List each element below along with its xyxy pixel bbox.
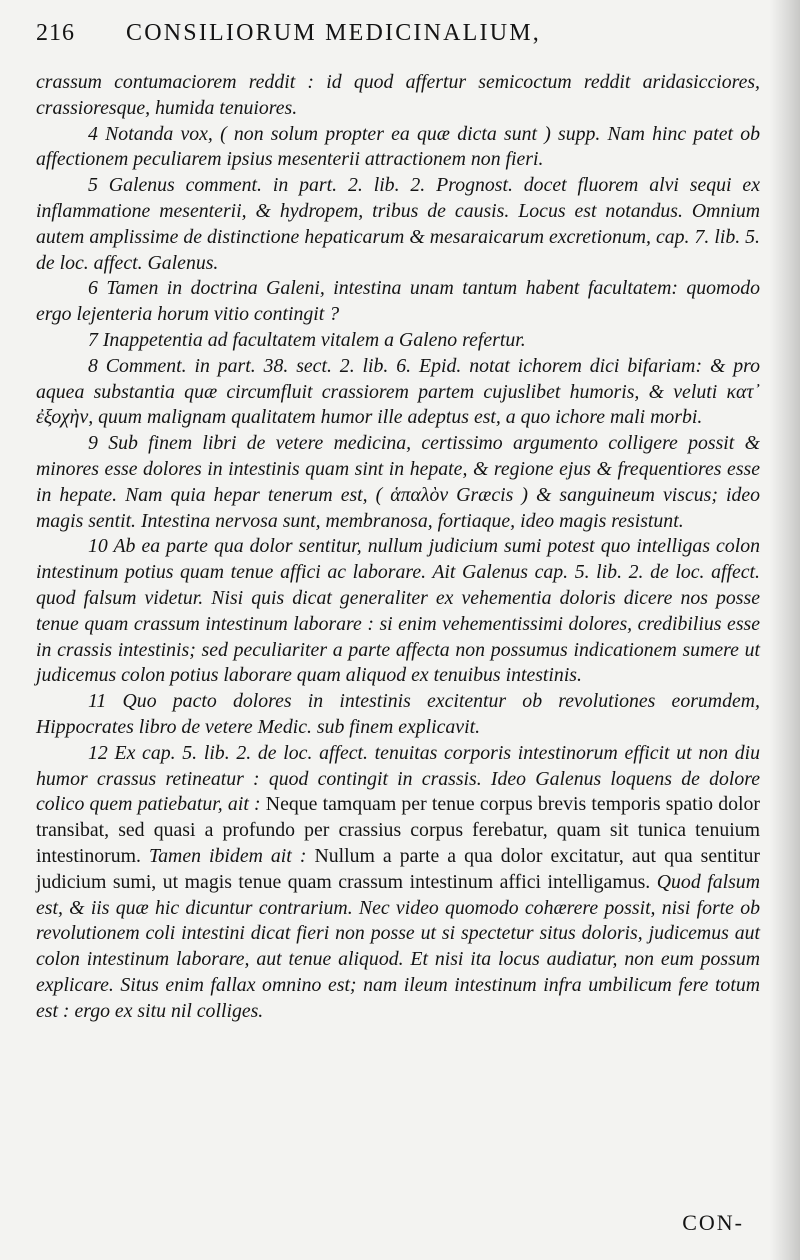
note-paragraph <box>36 354 760 431</box>
running-title: CONSILIORUM MEDICINALIUM, <box>126 20 541 46</box>
continuation-paragraph <box>36 70 760 122</box>
quotation-text: Neque tamquam per tenue corpus brevis temporis spatio dolor transibat, sed quasi a profundo per crassius corpus ferebatur, quam sit tunica tenuium intestinorum. <box>36 793 760 867</box>
quotation-text: Nullum a parte a qua dolor excitatur, aut qua sentitur judicium sumi, ut magis tenue quam crassum intestinum affici intelligamus. <box>36 844 760 893</box>
note-text: 5 Galenus comment. in part. 2. lib. 2. Prognost. docet fluorem alvi sequi ex inflammatione mesenterii, & hydropem, tribus de causis. Locus est notandus. Omnium autem amplissime de distinctione hepaticarum & mesaraicarum excretionum, cap. 7. lib. 5. de loc. affect. Galenus. <box>36 174 760 274</box>
page-gutter-shadow <box>770 0 800 1260</box>
note-text: Quod falsum est, & iis quæ hic dicuntur contrarium. Nec video quomodo cohærere possit, nisi forte ob revolutionem coli intestini dicat fieri non posse ut si spectetur situs doloris, judicemus aut colon intestinum laborare, aut tenue aliquod. Et nisi ita locus audiatur, non eum possum explicare. Situs enim fallax omnino est; nam ileum intestinum infra umbilicum fere totum est : ergo ex situ nil colliges. <box>36 870 760 1022</box>
note-paragraph <box>36 431 760 534</box>
note-paragraph <box>36 328 760 354</box>
note-text: 6 Tamen in doctrina Galeni, intestina unam tantum habent facultatem: quomodo ergo lejenteria horum vitio contingit ? <box>36 277 760 326</box>
note-paragraph <box>36 122 760 174</box>
page-header <box>36 20 760 64</box>
note-text: crassum contumaciorem reddit : id quod affertur semicoctum reddit aridasicciores, crassioresque, humida tenuiores. <box>36 71 760 119</box>
note-text: Tamen ibidem ait : <box>148 844 315 867</box>
note-text: 10 Ab ea parte qua dolor sentitur, nullum judicium sumi potest quo intelligas colon intestinum potius quam tenue affici ac laborare. Ait Galenus cap. 5. lib. 2. de loc. affect. quod falsum videtur. Nisi quis dicat generaliter ex vehementia doloris dicere nos posse tenue quam crassum intestinum laborare : si enim vehementissimi dolores, credibilius esse in crassis intestinis; sed peculiariter a parte affecta non possumus indicationem sumere ut judicemus colon potius laborare quam aliquod ex tenuibus intestinis. <box>36 535 760 687</box>
note-text: 7 Inappetentia ad facultatem vitalem a Galeno refertur. <box>88 328 526 351</box>
page-number: 216 <box>36 20 75 46</box>
body-text <box>36 70 760 1024</box>
note-text: 4 Notanda vox, ( non solum propter ea quæ dicta sunt ) supp. Nam hinc patet ob affectionem peculiarem ipsius mesenterii attractionem non fieri. <box>36 122 760 171</box>
note-paragraph <box>36 276 760 328</box>
note-paragraph <box>36 534 760 689</box>
catchword: CON- <box>682 1210 744 1235</box>
note-paragraph <box>36 689 760 741</box>
note-paragraph <box>36 173 760 276</box>
note-text: 9 Sub finem libri de vetere medicina, certissimo argumento colligere possit & minores esse dolores in intestinis quam sint in hepate, & regione ejus & frequentiores esse in hepate. Nam quia hepar tenerum est, ( ἁπαλὸν Græcis ) & sanguineum viscus; ideo magis sentit. Intestina nervosa sunt, membranosa, fortiaque, ideo magis resistunt. <box>36 432 760 532</box>
note-paragraph <box>36 741 760 1025</box>
note-text: 11 Quo pacto dolores in intestinis excitentur ob revolutiones eorumdem, Hippocrates libro de vetere Medic. sub finem explicavit. <box>36 690 760 738</box>
note-text: 8 Comment. in part. 38. sect. 2. lib. 6. Epid. notat ichorem dici bifariam: & pro aquea substantia quæ circumfluit crassiorem partem cujuslibet humoris, & veluti κατ᾽ ἐξοχὴν, quum malignam qualitatem humor ille adeptus est, a quo ichore mali morbi. <box>36 354 760 429</box>
note-text: 12 Ex cap. 5. lib. 2. de loc. affect. tenuitas corporis intestinorum efficit ut non diu humor crassus retineatur : quod contingit in crassis. Ideo Galenus loquens de dolore colico quem patiebatur, ait : <box>36 741 760 816</box>
